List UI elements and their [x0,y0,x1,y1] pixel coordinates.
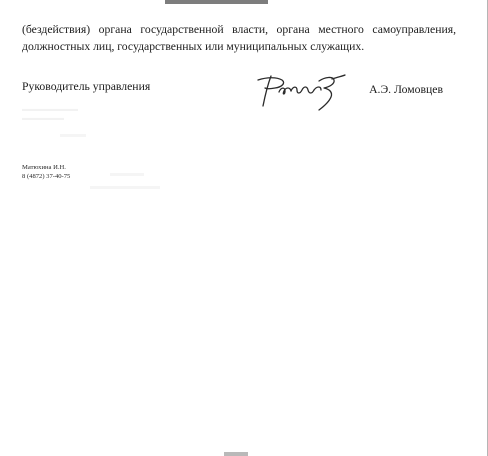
executor-block [22,163,70,181]
executor-name: Матюхина И.Н. [22,164,66,171]
signer-name: А.Э. Ломовцев [369,83,443,96]
signature-block [22,78,450,108]
show-through-mark [110,173,144,176]
show-through-text: ▬▬▬▬▬▬▬▬ ▬▬▬▬▬▬ [22,105,78,122]
executor-phone: 8 (4872) 37-40-75 [22,173,71,180]
show-through-mark [90,186,160,189]
scan-artifact-top [165,0,268,4]
signer-position: Руководитель управления [22,80,151,93]
show-through-mark [60,134,86,137]
scan-artifact-bottom [224,452,248,456]
closing-paragraph: (бездействия) органа государственной власти, органа местного самоуправления, должностных лиц, государственных или муниципальных служащих. [22,23,456,53]
handwritten-signature [255,72,347,112]
